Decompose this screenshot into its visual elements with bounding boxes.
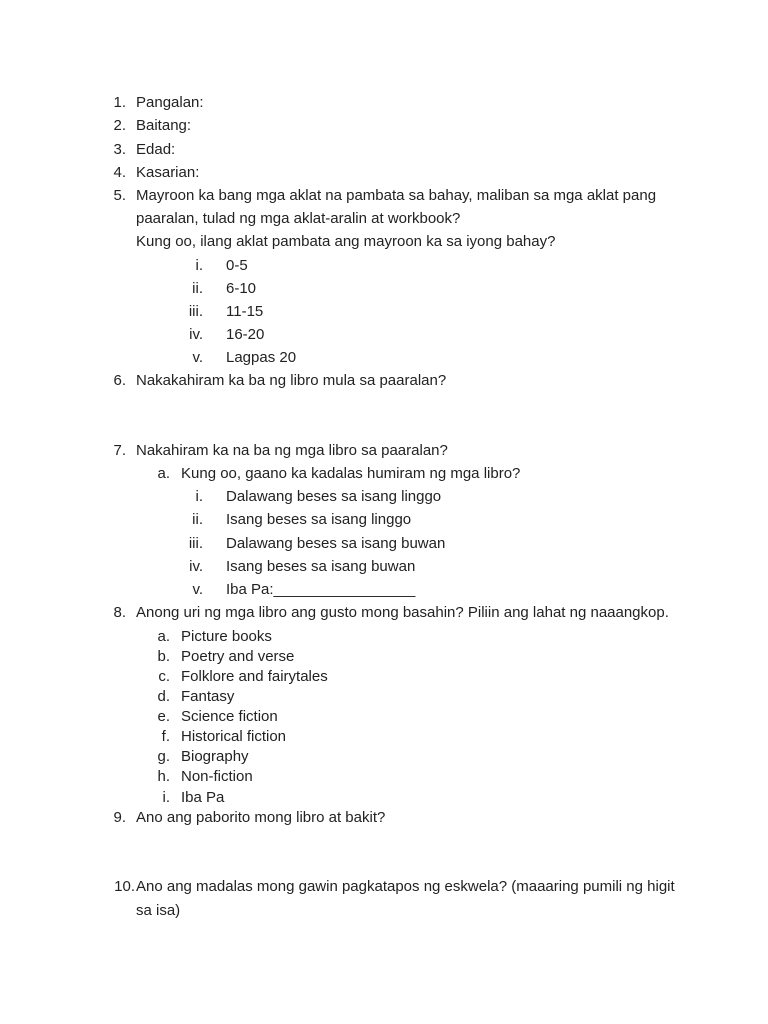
option-text: Fantasy [181,688,235,705]
option-text: Dalawang beses sa isang buwan [226,535,446,552]
option-text: Biography [181,748,249,765]
option-text: Lagpas 20 [226,349,297,366]
option-marker: ii. [192,511,203,528]
option-text: Science fiction [181,708,278,725]
question-text: Kung oo, ilang aklat pambata ang mayroon ka sa iyong bahay? [136,233,556,250]
option-text: 11-15 [226,303,264,320]
option-marker: a. [157,628,170,645]
option-marker: v. [192,349,203,366]
option-marker: f. [161,728,170,745]
option-text: Poetry and verse [181,648,295,665]
option-text: Folklore and fairytales [181,668,328,685]
option-text: Iba Pa [181,789,225,806]
option-marker: b. [157,648,170,665]
question-text: Nakahiram ka na ba ng mga libro sa paaralan? [136,442,448,459]
question-text: Edad: [136,141,176,158]
option-text: Dalawang beses sa isang linggo [226,488,442,505]
question-text: paaralan, tulad ng mga aklat-aralin at workbook? [136,210,461,227]
question-number: 1. [113,94,126,111]
sub-question-marker: a. [157,465,170,482]
option-marker: i. [195,488,203,505]
option-marker: e. [157,708,170,725]
option-text: 16-20 [226,326,265,343]
question-number: 10. [114,878,135,895]
option-text: Non-fiction [181,768,253,785]
question-text: Mayroon ka bang mga aklat na pambata sa bahay, maliban sa mga aklat pang [136,187,657,204]
question-text: Ano ang madalas mong gawin pagkatapos ng eskwela? (maaaring pumili ng higit [136,878,675,895]
option-text: 6-10 [226,280,257,297]
option-text: Isang beses sa isang linggo [226,511,412,528]
option-text: Iba Pa:_________________ [226,581,416,598]
option-text: Picture books [181,628,272,645]
question-text: Kasarian: [136,164,200,181]
question-number: 9. [113,809,126,826]
question-number: 6. [113,372,126,389]
option-marker: iv. [189,326,203,343]
question-number: 7. [113,442,126,459]
question-text: Ano ang paborito mong libro at bakit? [136,809,386,826]
option-text: Isang beses sa isang buwan [226,558,416,575]
question-text: Nakakahiram ka ba ng libro mula sa paaralan? [136,372,447,389]
option-marker: iv. [189,558,203,575]
question-text: Anong uri ng mga libro ang gusto mong basahin? Piliin ang lahat ng naaangkop. [136,604,669,621]
question-text: Baitang: [136,117,192,134]
sub-question-text: Kung oo, gaano ka kadalas humiram ng mga libro? [181,465,521,482]
option-marker: ii. [192,280,203,297]
option-marker: iii. [188,535,203,552]
question-number: 4. [113,164,126,181]
question-number: 2. [113,117,126,134]
question-number: 3. [113,141,126,158]
option-marker: d. [157,688,170,705]
option-marker: v. [192,581,203,598]
question-number: 5. [113,187,126,204]
question-number: 8. [113,604,126,621]
option-marker: iii. [188,303,203,320]
option-marker: i. [162,789,170,806]
option-marker: c. [158,668,170,685]
question-text: Pangalan: [136,94,204,111]
option-marker: i. [195,257,203,274]
question-text: sa isa) [136,902,181,919]
option-marker: h. [157,768,170,785]
option-text: Historical fiction [181,728,287,745]
option-marker: g. [157,748,170,765]
option-text: 0-5 [226,257,248,274]
